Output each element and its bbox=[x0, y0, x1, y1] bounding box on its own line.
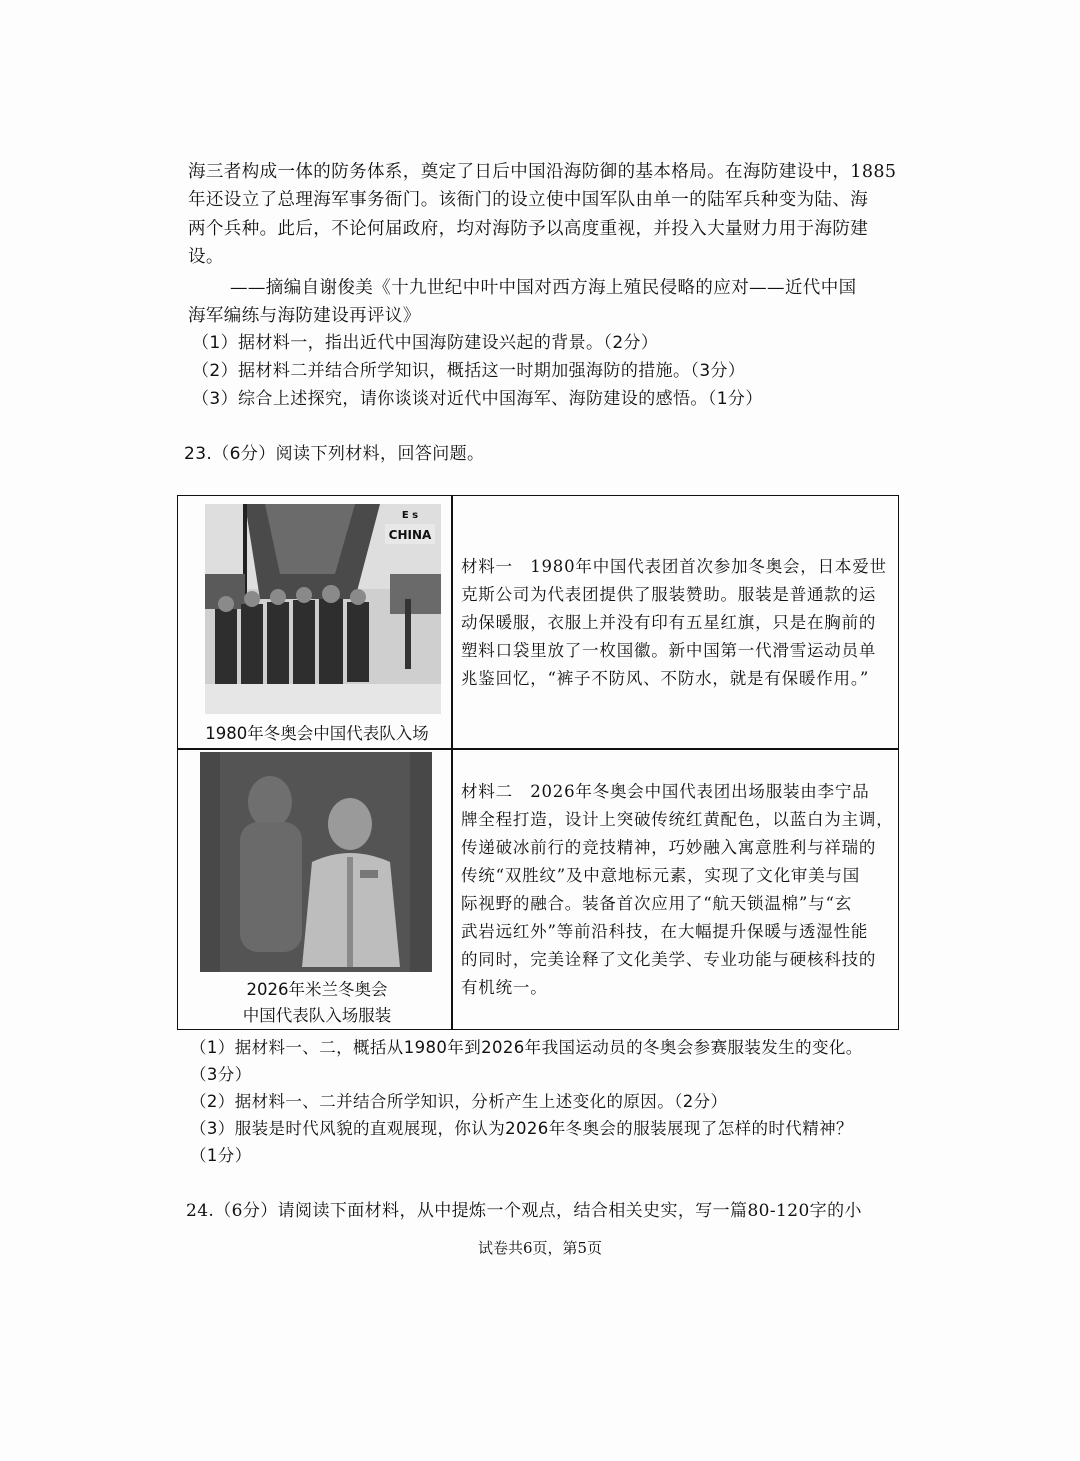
material-2-line: 际视野的融合。装备首次应用了“航天锁温棉”与“玄 bbox=[461, 894, 853, 913]
q23-subquestion-2: （2）据材料一、二并结合所学知识，分析产生上述变化的原因。（2分） bbox=[190, 1092, 728, 1111]
material-1-line: 克斯公司为代表团提供了服装赞助。服装是普通款的运 bbox=[461, 585, 877, 604]
material-2-line: 传统“双胜纹”及中意地标元素，实现了文化审美与国 bbox=[461, 866, 861, 885]
page-footer: 试卷共6页，第5页 bbox=[477, 1239, 603, 1257]
passage-line: 两个兵种。此后，不论何届政府，均对海防予以高度重视，并投入大量财力用于海防建 bbox=[188, 219, 869, 239]
photo-2026-team-uniform bbox=[200, 752, 432, 972]
q22-subquestion-2: （2）据材料二并结合所学知识，概括这一时期加强海防的措施。（3分） bbox=[192, 361, 746, 381]
material-table bbox=[177, 495, 899, 1030]
material-2-line: 有机统一。 bbox=[461, 978, 548, 997]
passage-line: 年还设立了总理海军事务衙门。该衙门的设立使中国军队由单一的陆军兵种变为陆、海 bbox=[188, 190, 869, 210]
photo-2026-illustration bbox=[200, 752, 432, 972]
q23-subquestion-3-score: （1分） bbox=[190, 1146, 252, 1165]
material-1-line: 兆鉴回忆，“裤子不防风、不防水，就是有保暖作用。” bbox=[461, 669, 870, 688]
material-2-line: 传递破冰前行的竞技精神，巧妙融入寓意胜利与祥瑞的 bbox=[461, 838, 877, 857]
material-2-line: 的同时，完美诠释了文化美学、专业功能与硬核科技的 bbox=[461, 950, 877, 969]
material-2-line: 牌全程打造，设计上突破传统红黄配色，以蓝白为主调， bbox=[461, 810, 894, 829]
q23-subquestion-1: （1）据材料一、二，概括从1980年到2026年我国运动员的冬奥会参赛服装发生的变化。 bbox=[190, 1038, 863, 1057]
material-2-line: 材料二 2026年冬奥会中国代表团出场服装由李宁品 bbox=[461, 782, 870, 801]
table-divider-vertical bbox=[451, 496, 453, 1029]
caption-2026-line-2: 中国代表队入场服装 bbox=[242, 1006, 392, 1025]
q23-heading: 23.（6分）阅读下列材料，回答问题。 bbox=[184, 444, 485, 464]
material-1-text bbox=[461, 553, 891, 693]
photo-1980-sign-top: E s bbox=[401, 510, 419, 521]
caption-2026-line-1: 2026年米兰冬奥会 bbox=[246, 980, 388, 999]
photo-1980-illustration bbox=[205, 504, 441, 714]
material-1-line: 材料一 1980年中国代表团首次参加冬奥会，日本爱世 bbox=[461, 557, 887, 576]
material-2-line: 武岩远红外”等前沿科技，在大幅提升保暖与透湿性能 bbox=[461, 922, 869, 941]
material-2-text bbox=[461, 778, 894, 1002]
q23-subquestion-3: （3）服装是时代风貌的直观展现，你认为2026年冬奥会的服装展现了怎样的时代精神？ bbox=[190, 1119, 853, 1138]
passage-line: 设。 bbox=[188, 247, 224, 267]
citation-line: 海军编练与海防建设再评议》 bbox=[188, 306, 421, 326]
caption-1980: 1980年冬奥会中国代表队入场 bbox=[205, 724, 429, 743]
citation-line: ——摘编自谢俊美《十九世纪中叶中国对西方海上殖民侵略的应对——近代中国 bbox=[230, 278, 857, 298]
q24-heading: 24.（6分）请阅读下面材料，从中提炼一个观点，结合相关史实，写一篇80-120字的小 bbox=[186, 1201, 862, 1221]
photo-1980-sign-text: CHINA bbox=[388, 528, 432, 542]
q23-subquestion-1-score: （3分） bbox=[190, 1065, 252, 1084]
table-divider-horizontal bbox=[178, 748, 898, 750]
q22-subquestion-3: （3）综合上述探究，请你谈谈对近代中国海军、海防建设的感悟。（1分） bbox=[192, 389, 763, 409]
material-1-line: 动保暖服，衣服上并没有印有五星红旗，只是在胸前的 bbox=[461, 613, 877, 632]
material-1-line: 塑料口袋里放了一枚国徽。新中国第一代滑雪运动员单 bbox=[461, 641, 877, 660]
q22-subquestion-1: （1）据材料一，指出近代中国海防建设兴起的背景。（2分） bbox=[192, 333, 659, 353]
passage-line: 海三者构成一体的防务体系，奠定了日后中国沿海防御的基本格局。在海防建设中，1885 bbox=[188, 162, 897, 182]
photo-1980-team-entrance bbox=[205, 504, 441, 714]
